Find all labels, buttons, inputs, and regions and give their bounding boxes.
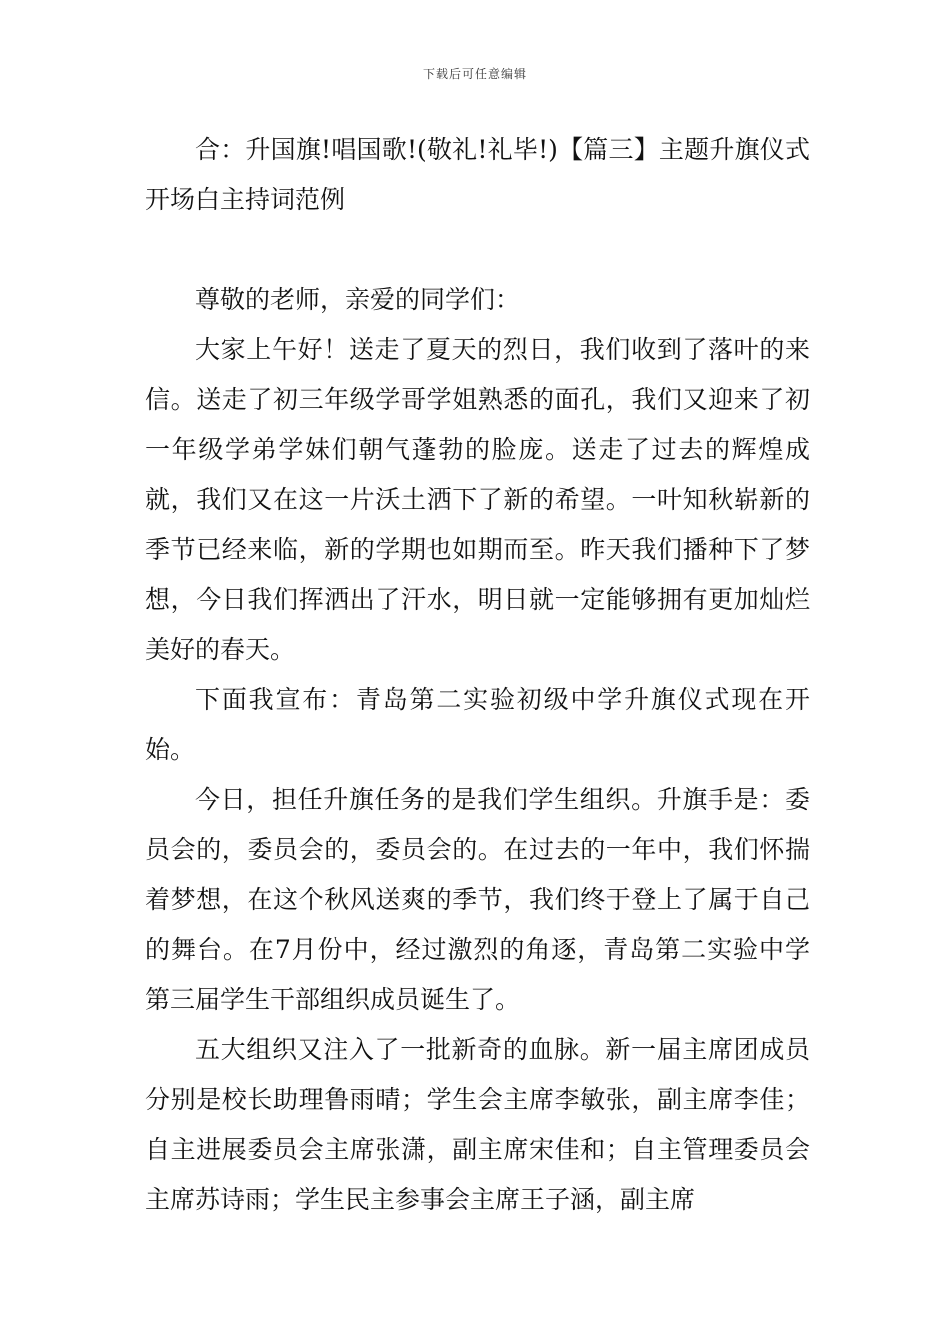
paragraph-flag-raisers: 今日，担任升旗任务的是我们学生组织。升旗手是：委员会的，委员会的，委员会的。在过去的一年中，我们怀揣着梦想，在这个秋风送爽的季节，我们终于登上了属于自己的舞台。在7月份中，经过激烈的角逐，青岛第二实验中学第三届学生干部组织成员诞生了。	[145, 785, 810, 1014]
paragraph-greeting: 尊敬的老师，亲爱的同学们：	[195, 285, 521, 314]
page-header-note: 下载后可任意编辑	[422, 67, 527, 81]
paragraph-opening: 大家上午好！送走了夏天的烈日，我们收到了落叶的来信。送走了初三年级学哥学姐熟悉的面孔，我们又迎来了初一年级学弟学妹们朝气蓬勃的脸庞。送走了过去的辉煌成就，我们又在这一片沃土洒下了新的希望。一叶知秋崭新的季节已经来临，新的学期也如期而至。昨天我们播种下了梦想，今日我们挥洒出了汗水，明日就一定能够拥有更加灿烂美好的春天。	[145, 335, 810, 664]
paragraph-ceremony-title: 合：升国旗!唱国歌!(敬礼!礼毕!)【篇三】主题升旗仪式开场白主持词范例	[145, 135, 810, 214]
paragraph-announcement: 下面我宣布：青岛第二实验初级中学升旗仪式现在开始。	[145, 685, 810, 764]
paragraph-student-organizations: 五大组织又注入了一批新奇的血脉。新一届主席团成员分别是校长助理鲁雨晴；学生会主席李敏张，副主席李佳；自主进展委员会主席张潇，副主席宋佳和；自主管理委员会主席苏诗雨；学生民主参事会主席王子涵，副主席	[145, 1035, 810, 1214]
document-body	[145, 125, 810, 1225]
